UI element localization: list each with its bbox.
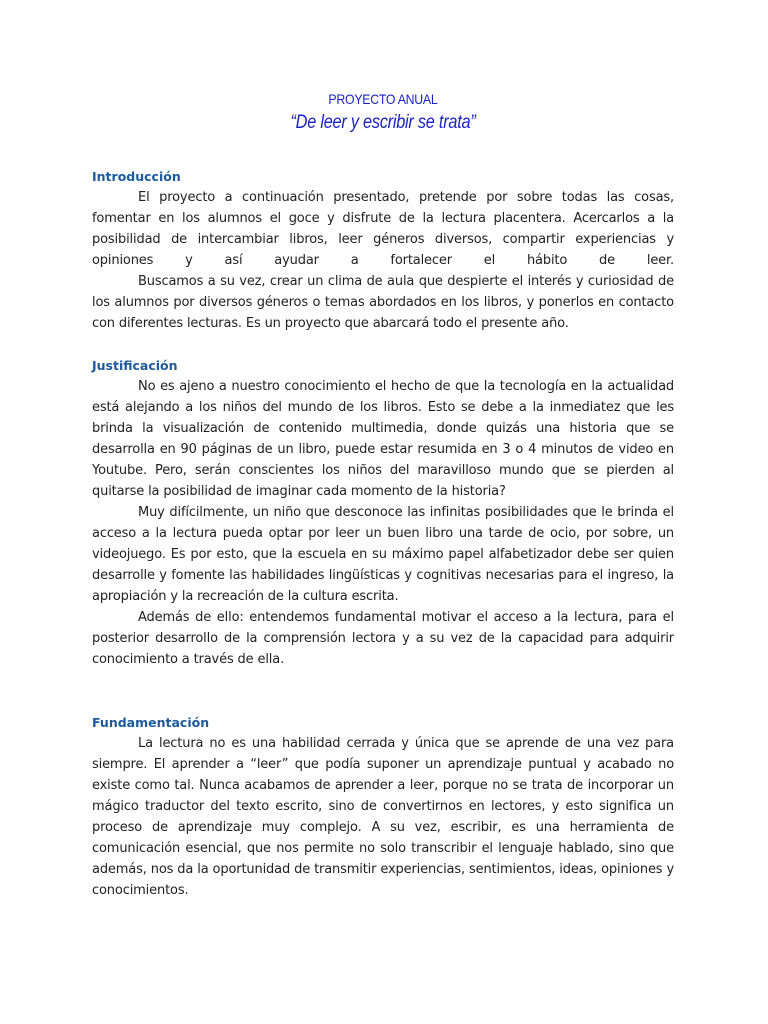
project-label: PROYECTO ANUAL (328, 91, 438, 107)
paragraph: El proyecto a continuación presentado, pretende por sobre todas las cosas, fomentar en los alumnos el goce y disfrute de la lectura placentera. Acercarlos a la posibilidad de intercambiar libros, leer géneros diversos, compartir experiencias y opiniones y así ayudar a fortalecer el hábito de leer. (92, 190, 674, 268)
paragraph: No es ajeno a nuestro conocimiento el hecho de que la tecnología en la actualidad está alejando a los niños del mundo de los libros. Esto se debe a la inmediatez que les brinda la visualización de contenido multimedia, donde quizás una historia que se desarrolla en 90 páginas de un libro, puede estar resumida en 3 o 4 minutos de video en Youtube. Pero, serán conscientes los niños del maravilloso mundo que se pierden al quitarse la posibilidad de imaginar cada momento de la historia? (92, 379, 674, 499)
section-heading: Introducción (92, 169, 181, 184)
document-page (92, 88, 674, 901)
section-fundamentacion (92, 712, 674, 901)
title-block (92, 88, 674, 136)
section-heading: Fundamentación (92, 715, 210, 730)
paragraph: La lectura no es una habilidad cerrada y única que se aprende de una vez para siempre. El aprender a “leer” que podía suponer un aprendizaje puntual y acabado no existe como tal. Nunca acabamos de aprender a leer, porque no se trata de incorporar un mágico traductor del texto escrito, sino de convertirnos en lectores, y esto significa un proceso de aprendizaje muy complejo. A su vez, escribir, es una herramienta de comunicación esencial, que nos permite no solo transcribir el lenguaje hablado, sino que además, nos da la oportunidad de transmitir experiencias, sentimientos, ideas, opiniones y conocimientos. (92, 736, 674, 898)
section-introduccion (92, 166, 674, 334)
section-heading: Justificación (92, 358, 178, 373)
paragraph: Además de ello: entendemos fundamental motivar el acceso a la lectura, para el posterior desarrollo de la comprensión lectora y a su vez de la capacidad para adquirir conocimiento a través de ella. (92, 610, 674, 667)
project-title: “De leer y escribir se trata” (290, 112, 476, 133)
paragraph: Buscamos a su vez, crear un clima de aula que despierte el interés y curiosidad de los alumnos por diversos géneros o temas abordados en los libros, y ponerlos en contacto con diferentes lecturas. Es un proyecto que abarcará todo el presente año. (92, 274, 674, 331)
paragraph: Muy difícilmente, un niño que desconoce las infinitas posibilidades que le brinda el acceso a la lectura pueda optar por leer un buen libro una tarde de ocio, por sobre, un videojuego. Es por esto, que la escuela en su máximo papel alfabetizador debe ser quien desarrolle y fomente las habilidades lingüísticas y cognitivas necesarias para el ingreso, la apropiación y la recreación de la cultura escrita. (92, 505, 674, 604)
section-justificacion (92, 355, 674, 670)
